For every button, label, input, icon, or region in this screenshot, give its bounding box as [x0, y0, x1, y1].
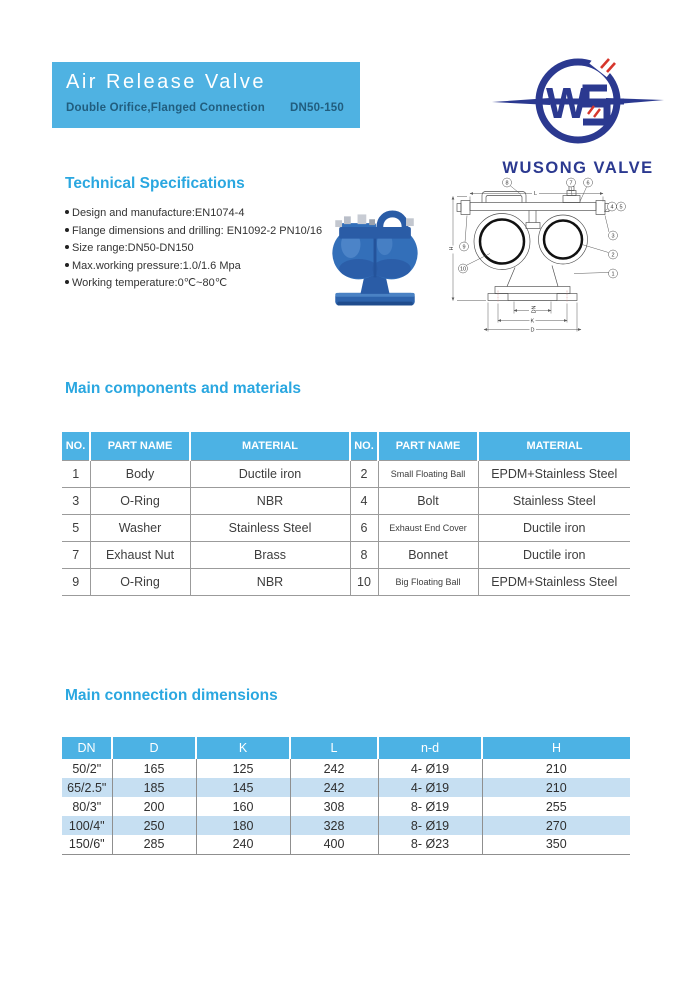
table-row: 9 O-Ring NBR 10 Big Floating Ball EPDM+Stainless Steel [62, 568, 630, 595]
svg-text:8: 8 [505, 180, 509, 187]
logo-mark-icon [488, 44, 668, 152]
callout-4 [608, 202, 617, 211]
table-row: 1 Body Ductile iron 2 Small Floating Ball EPDM+Stainless Steel [62, 460, 630, 487]
svg-text:H: H [449, 246, 455, 251]
col-header-part-name: PART NAME [90, 432, 190, 460]
callout-1 [609, 269, 618, 278]
svg-text:9: 9 [462, 244, 466, 251]
col-header-no: NO. [350, 432, 378, 460]
svg-text:2: 2 [611, 252, 615, 259]
product-header [52, 62, 360, 128]
callout-6 [584, 178, 593, 187]
callout-8 [503, 178, 512, 187]
technical-drawing [440, 174, 650, 340]
table-row: 100/4" 250 180 328 8- Ø19 270 [62, 816, 630, 835]
dimensions-header-row [62, 737, 630, 759]
col-header-dn: DN [62, 737, 112, 759]
callout-10 [459, 264, 468, 273]
size-range-label: DN50-150 [289, 102, 344, 114]
svg-text:7: 7 [569, 180, 573, 187]
section-heading-main-dimensions: Main connection dimensions [65, 687, 278, 704]
col-header-no: NO. [62, 432, 90, 460]
table-row: 3 O-Ring NBR 4 Bolt Stainless Steel [62, 487, 630, 514]
svg-text:6: 6 [586, 180, 590, 187]
col-header-nd: n-d [378, 737, 482, 759]
page-title: Air Release Valve [66, 71, 266, 93]
svg-text:10: 10 [460, 266, 467, 273]
spec-item: Size range:DN50-DN150 [65, 240, 325, 258]
bullet-icon [65, 228, 69, 232]
table-row: 5 Washer Stainless Steel 6 Exhaust End Cover Ductile iron [62, 514, 630, 541]
valve-photo [312, 196, 438, 322]
table-row: 150/6" 285 240 400 8- Ø23 350 [62, 835, 630, 854]
bullet-icon [65, 210, 69, 214]
svg-text:DN: DN [531, 305, 538, 314]
col-header-d: D [112, 737, 196, 759]
section-heading-main-components: Main components and materials [65, 380, 301, 397]
col-header-h: H [482, 737, 630, 759]
svg-text:L: L [534, 191, 538, 197]
spec-item: Design and manufacture:EN1074-4 [65, 205, 325, 223]
svg-text:1: 1 [611, 271, 615, 278]
bullet-icon [65, 245, 69, 249]
product-subtitle [66, 102, 344, 114]
bullet-icon [65, 263, 69, 267]
callout-2 [609, 250, 618, 259]
svg-text:5: 5 [619, 204, 623, 211]
col-header-material: MATERIAL [478, 432, 630, 460]
bullet-icon [65, 280, 69, 284]
svg-text:4: 4 [610, 204, 614, 211]
callout-9 [460, 242, 469, 251]
components-header-row [62, 432, 630, 460]
brand-name: WUSONG VALVE [502, 159, 654, 177]
spec-item: Flange dimensions and drilling: EN1092-2 PN10/16 [65, 223, 325, 241]
spec-list [65, 205, 325, 293]
table-row: 80/3" 200 160 308 8- Ø19 255 [62, 797, 630, 816]
col-header-l: L [290, 737, 378, 759]
callout-7 [567, 178, 576, 187]
callout-5 [617, 202, 626, 211]
table-row: 65/2.5" 185 145 242 4- Ø19 210 [62, 778, 630, 797]
components-table [62, 432, 630, 596]
dimensions-table [62, 737, 630, 855]
col-header-k: K [196, 737, 290, 759]
product-type-label: Double Orifice,Flanged Connection [66, 102, 265, 114]
callout-3 [609, 231, 618, 240]
svg-text:3: 3 [611, 233, 615, 240]
col-header-part-name: PART NAME [378, 432, 478, 460]
svg-text:W: W [546, 79, 588, 128]
table-row: 7 Exhaust Nut Brass 8 Bonnet Ductile iron [62, 541, 630, 568]
table-row: 50/2" 165 125 242 4- Ø19 210 [62, 759, 630, 778]
col-header-material: MATERIAL [190, 432, 350, 460]
spec-item: Working temperature:0℃~80℃ [65, 275, 325, 293]
company-logo [488, 44, 668, 178]
spec-item: Max.working pressure:1.0/1.6 Mpa [65, 258, 325, 276]
section-heading-technical-specifications: Technical Specifications [65, 175, 245, 192]
svg-text:D: D [530, 327, 535, 334]
svg-text:K: K [530, 318, 535, 325]
